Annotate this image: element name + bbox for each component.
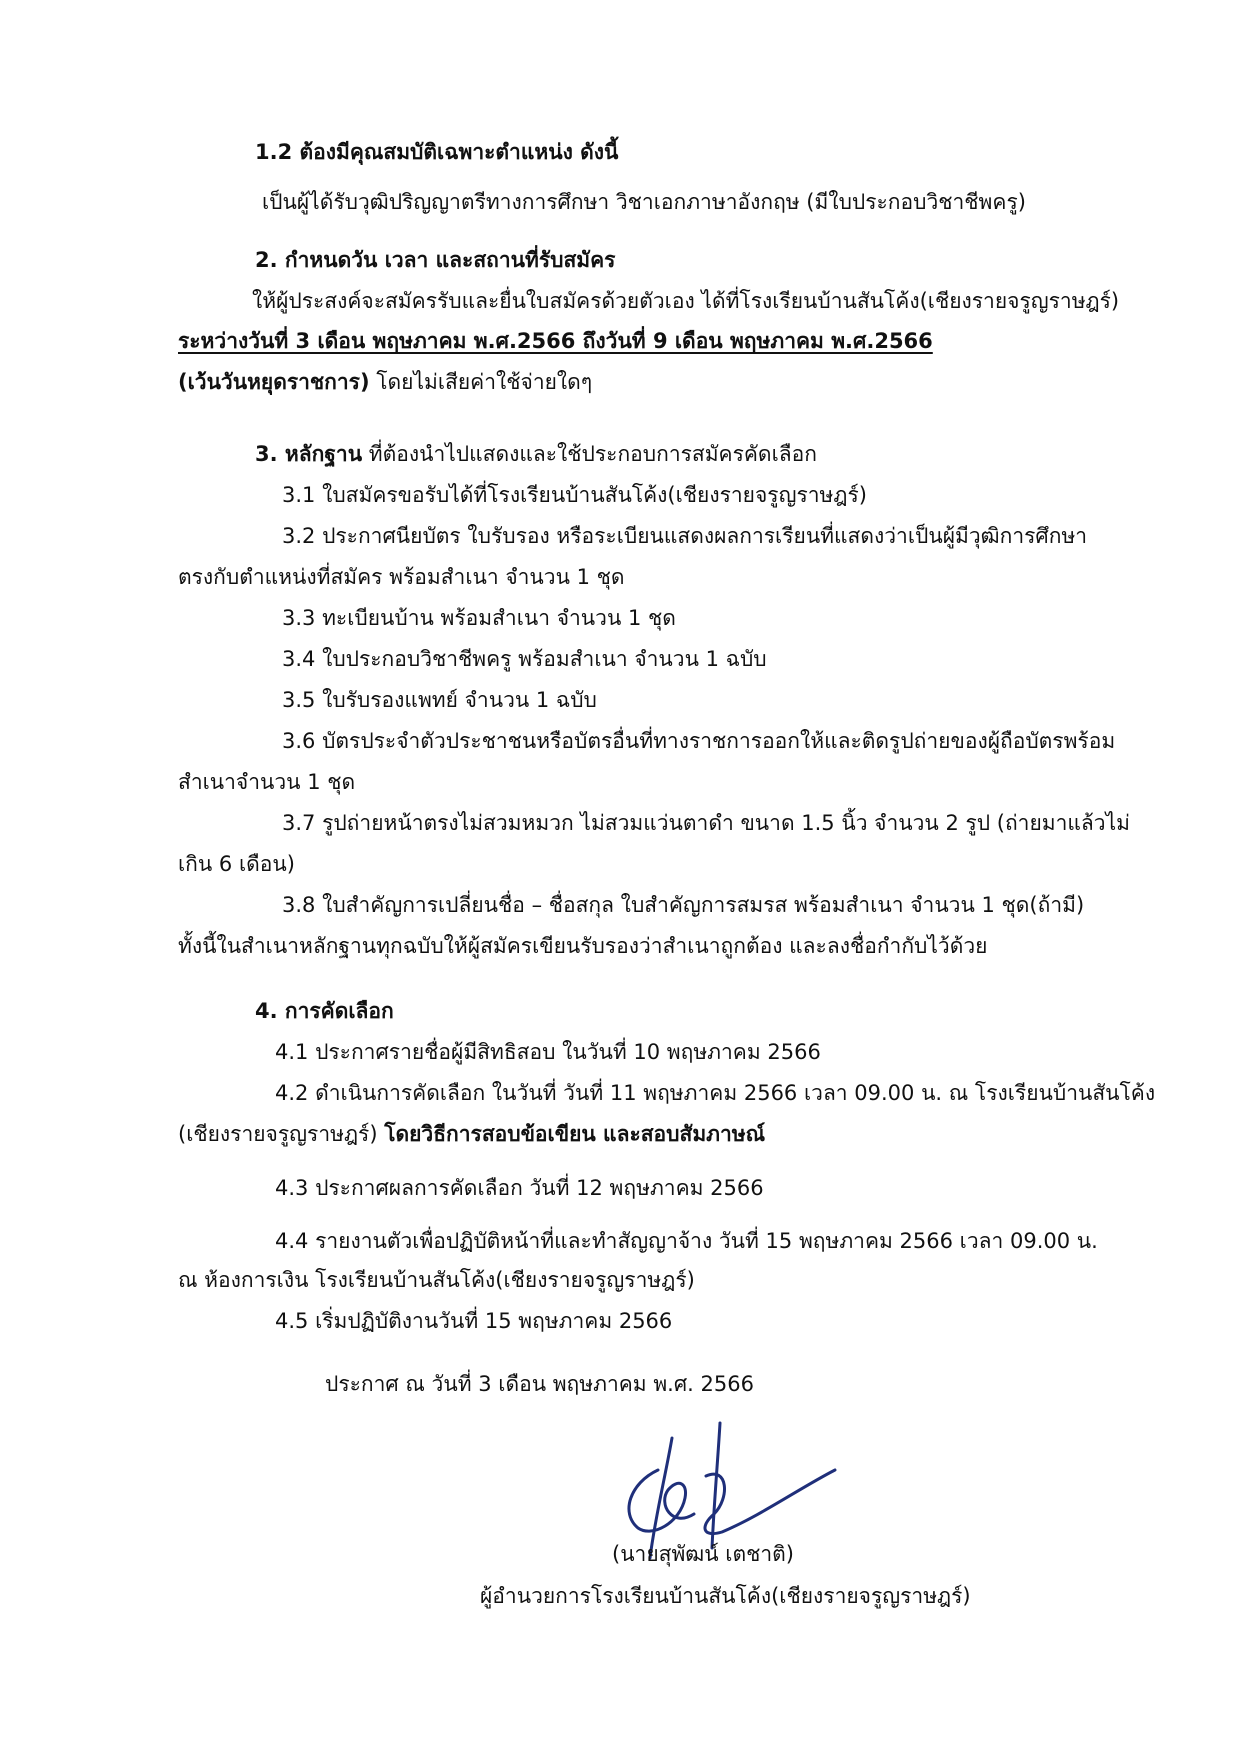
item-3-4: 3.4 ใบประกอบวิชาชีพครู พร้อมสำเนา จำนวน 1 ฉบับ [282, 647, 767, 671]
section-4-heading: 4. การคัดเลือก [255, 999, 394, 1023]
item-4-5: 4.5 เริ่มปฏิบัติงานวันที่ 15 พฤษภาคม 2566 [275, 1309, 673, 1333]
section-2-heading: 2. กำหนดวัน เวลา และสถานที่รับสมัคร [255, 248, 616, 272]
item-4-1: 4.1 ประกาศรายชื่อผู้มีสิทธิสอบ ในวันที่ 10 พฤษภาคม 2566 [275, 1040, 821, 1064]
announce-date: ประกาศ ณ วันที่ 3 เดือน พฤษภาคม พ.ศ. 2566 [325, 1372, 754, 1396]
item-3-8-line1: 3.8 ใบสำคัญการเปลี่ยนชื่อ – ชื่อสกุล ใบสำคัญการสมรส พร้อมสำเนา จำนวน 1 ชุด(ถ้ามี) [282, 893, 1085, 917]
section-2-line1: ให้ผู้ประสงค์จะสมัครรับและยื่นใบสมัครด้วยตัวเอง ได้ที่โรงเรียนบ้านสันโค้ง(เชียงรายจรูญราษฎร์) [252, 289, 1120, 313]
exam-method: โดยวิธีการสอบข้อเขียน และสอบสัมภาษณ์ [384, 1122, 766, 1146]
item-4-3: 4.3 ประกาศผลการคัดเลือก วันที่ 12 พฤษภาคม 2566 [275, 1176, 764, 1200]
item-3-3: 3.3 ทะเบียนบ้าน พร้อมสำเนา จำนวน 1 ชุด [282, 606, 676, 630]
item-3-2-line2: ตรงกับตำแหน่งที่สมัคร พร้อมสำเนา จำนวน 1 ชุด [178, 565, 625, 589]
section-2-line3 [178, 368, 592, 396]
signer-name: (นายสุพัฒน์ เตชาติ) [612, 1542, 794, 1566]
item-3-7-line1: 3.7 รูปถ่ายหน้าตรงไม่สวมหมวก ไม่สวมแว่นตาดำ ขนาด 1.5 นิ้ว จำนวน 2 รูป (ถ่ายมาแล้วไม่ [282, 811, 1130, 835]
item-4-2-line2 [178, 1120, 765, 1148]
signer-position: ผู้อำนวยการโรงเรียนบ้านสันโค้ง(เชียงรายจรูญราษฎร์) [480, 1584, 971, 1608]
school-name-part: (เชียงรายจรูญราษฎร์) [178, 1122, 385, 1146]
item-4-4-line1: 4.4 รายงานตัวเพื่อปฏิบัติหน้าที่และทำสัญญาจ้าง วันที่ 15 พฤษภาคม 2566 เวลา 09.00 น. [275, 1229, 1098, 1253]
item-3-8-line2: ทั้งนี้ในสำเนาหลักฐานทุกฉบับให้ผู้สมัครเขียนรับรองว่าสำเนาถูกต้อง และลงชื่อกำกับไว้ด้วย [178, 934, 988, 958]
item-3-2-line1: 3.2 ประกาศนียบัตร ใบรับรอง หรือระเบียนแสดงผลการเรียนที่แสดงว่าเป็นผู้มีวุฒิการศึกษา [282, 524, 1088, 548]
fee-note: โดยไม่เสียค่าใช้จ่ายใดๆ [369, 370, 593, 394]
section-3-heading [255, 440, 817, 468]
item-3-1: 3.1 ใบสมัครขอรับได้ที่โรงเรียนบ้านสันโค้ง(เชียงรายจรูญราษฎร์) [282, 483, 867, 507]
section-3-desc: ที่ต้องนำไปแสดงและใช้ประกอบการสมัครคัดเลือก [362, 442, 817, 466]
section-3-title: 3. หลักฐาน [255, 442, 363, 466]
holiday-note: (เว้นวันหยุดราชการ) [178, 370, 370, 394]
item-3-5: 3.5 ใบรับรองแพทย์ จำนวน 1 ฉบับ [282, 688, 597, 712]
item-3-7-line2: เกิน 6 เดือน) [178, 852, 295, 876]
item-3-6-line2: สำเนาจำนวน 1 ชุด [178, 770, 356, 794]
section-2-date-range: ระหว่างวันที่ 3 เดือน พฤษภาคม พ.ศ.2566 ถึงวันที่ 9 เดือน พฤษภาคม พ.ศ.2566 [178, 329, 933, 353]
item-4-4-line2: ณ ห้องการเงิน โรงเรียนบ้านสันโค้ง(เชียงรายจรูญราษฎร์) [178, 1268, 695, 1292]
section-1-2-heading: 1.2 ต้องมีคุณสมบัติเฉพาะตำแหน่ง ดังนี้ [255, 140, 619, 164]
item-3-6-line1: 3.6 บัตรประจำตัวประชาชนหรือบัตรอื่นที่ทางราชการออกให้และติดรูปถ่ายของผู้ถือบัตรพร้อม [282, 729, 1116, 753]
item-4-2-line1: 4.2 ดำเนินการคัดเลือก ในวันที่ วันที่ 11 พฤษภาคม 2566 เวลา 09.00 น. ณ โรงเรียนบ้านสันโค้ง [275, 1081, 1156, 1105]
section-1-2-text: เป็นผู้ได้รับวุฒิปริญญาตรีทางการศึกษา วิชาเอกภาษาอังกฤษ (มีใบประกอบวิชาชีพครู) [262, 190, 1026, 214]
